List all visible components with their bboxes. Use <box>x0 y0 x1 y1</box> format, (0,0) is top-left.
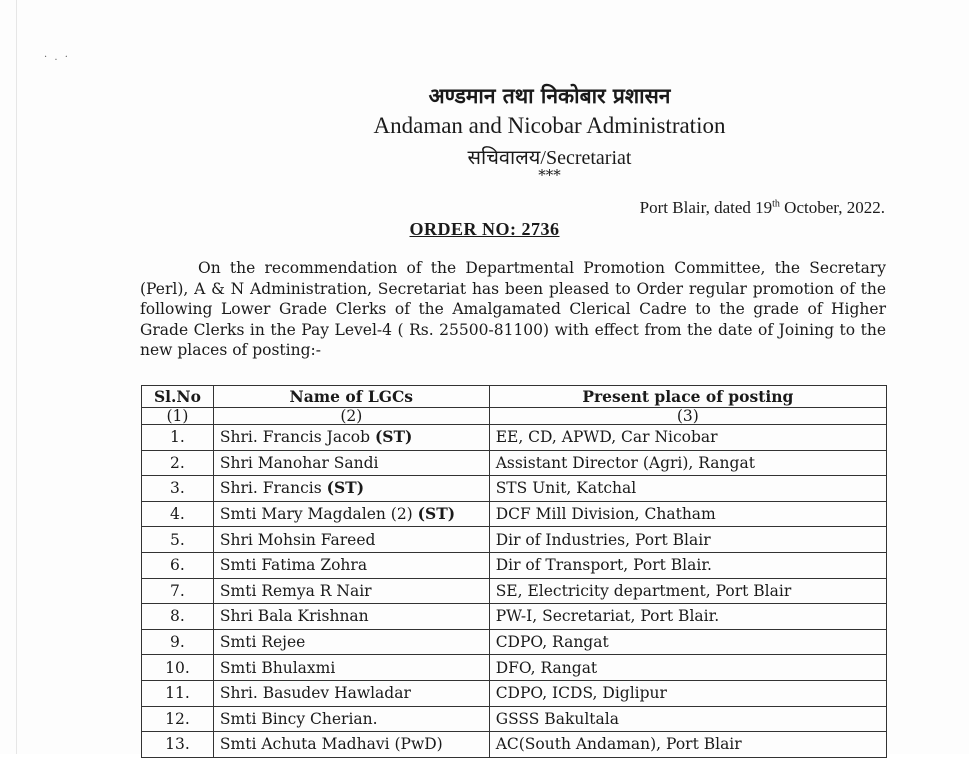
row-name-text: Shri Bala Krishnan <box>219 607 369 626</box>
row-name <box>213 450 489 476</box>
row-slno: 2. <box>142 450 214 476</box>
row-name-text: Shri. Francis Jacob <box>219 428 375 447</box>
row-name <box>213 578 489 604</box>
table-row <box>142 450 887 476</box>
row-name <box>213 732 489 758</box>
colnum-3: (3) <box>489 408 886 425</box>
row-category-tag: (ST) <box>326 478 365 498</box>
row-name-text: Shri. Francis <box>219 479 327 498</box>
header-name: Name of LGCs <box>213 386 489 408</box>
row-slno: 5. <box>142 527 214 553</box>
row-name <box>213 655 489 681</box>
table-row <box>142 552 887 578</box>
dated-suffix: th <box>772 198 780 210</box>
row-name-text: Smti Bhulaxmi <box>219 658 336 677</box>
row-place: PW-I, Secretariat, Port Blair. <box>489 604 886 630</box>
row-place: EE, CD, APWD, Car Nicobar <box>489 425 886 451</box>
table-colnum-row <box>142 408 887 425</box>
row-name <box>213 552 489 578</box>
hindi-title: अण्डमान तथा निकोबार प्रशासन <box>428 84 671 108</box>
row-name <box>213 604 489 630</box>
row-name-text: Smti Remya R Nair <box>219 581 372 600</box>
row-slno: 6. <box>142 552 214 578</box>
row-category-tag: (ST) <box>374 427 413 447</box>
table-row <box>142 706 887 732</box>
row-place: DFO, Rangat <box>489 655 886 681</box>
colnum-2: (2) <box>213 408 489 425</box>
row-name <box>213 706 489 732</box>
row-place: STS Unit, Katchal <box>489 476 886 502</box>
colnum-1: (1) <box>142 408 214 425</box>
row-place: Dir of Transport, Port Blair. <box>489 552 886 578</box>
row-slno: 10. <box>142 655 214 681</box>
secretariat-title: सचिवालय/Secretariat <box>467 147 632 169</box>
row-slno: 11. <box>142 680 214 706</box>
table-row <box>142 476 887 502</box>
table-row <box>142 732 887 758</box>
row-slno: 8. <box>142 604 214 630</box>
table-header-row <box>142 386 887 408</box>
table-row <box>142 501 887 527</box>
table-row <box>142 629 887 655</box>
row-place: SE, Electricity department, Port Blair <box>489 578 886 604</box>
row-name <box>213 629 489 655</box>
scan-mark: · . · <box>44 52 70 63</box>
row-name-text: Smti Bincy Cherian. <box>219 709 378 728</box>
row-name <box>213 527 489 553</box>
row-name <box>213 425 489 451</box>
row-name-text: Smti Rejee <box>219 633 306 652</box>
row-place: CDPO, ICDS, Diglipur <box>489 680 886 706</box>
row-name-text: Shri Mohsin Fareed <box>219 530 376 549</box>
row-category-tag: (ST) <box>417 504 456 524</box>
dated-prefix: Port Blair, dated 19 <box>639 198 773 217</box>
order-number: ORDER NO: 2736 <box>409 219 560 239</box>
header-place: Present place of posting <box>489 386 886 408</box>
row-name-text: Smti Achuta Madhavi (PwD) <box>219 735 443 754</box>
row-place: AC(South Andaman), Port Blair <box>489 732 886 758</box>
header-slno: Sl.No <box>142 386 214 408</box>
row-place: Dir of Industries, Port Blair <box>489 527 886 553</box>
row-name <box>213 501 489 527</box>
row-slno: 7. <box>142 578 214 604</box>
row-name-text: Smti Mary Magdalen (2) <box>219 505 418 524</box>
english-title: Andaman and Nicobar Administration <box>373 113 726 138</box>
row-slno: 12. <box>142 706 214 732</box>
row-name-text: Smti Fatima Zohra <box>219 556 368 575</box>
row-slno: 9. <box>142 629 214 655</box>
row-name-text: Shri. Basudev Hawladar <box>219 684 411 703</box>
row-name-text: Shri Manohar Sandi <box>219 453 379 472</box>
row-slno: 4. <box>142 501 214 527</box>
dated-line <box>640 198 885 218</box>
table-row <box>142 680 887 706</box>
table-row <box>142 527 887 553</box>
table-row <box>142 578 887 604</box>
row-slno: 1. <box>142 425 214 451</box>
row-place: Assistant Director (Agri), Rangat <box>489 450 886 476</box>
table-row <box>142 425 887 451</box>
table-row <box>142 655 887 681</box>
row-name <box>213 476 489 502</box>
separator-stars: *** <box>538 166 561 184</box>
promotion-table <box>141 385 887 758</box>
row-place: GSSS Bakultala <box>489 706 886 732</box>
row-slno: 3. <box>142 476 214 502</box>
row-name <box>213 680 489 706</box>
row-place: CDPO, Rangat <box>489 629 886 655</box>
row-slno: 13. <box>142 732 214 758</box>
dated-rest: October, 2022. <box>779 198 885 217</box>
row-place: DCF Mill Division, Chatham <box>489 501 886 527</box>
order-body-text: On the recommendation of the Departmental Promotion Committee, the Secretary (Perl), A & N Administration, Secretariat has been pleased to Order regular promotion of the following Lower Grade Clerks of the Amalgamated Clerical Cadre to the grade of Higher Grade Clerks in the Pay Level-4 ( Rs. 25500-81100) with effect from the date of Joining to the new places of posting:- <box>140 259 886 359</box>
table-row <box>142 604 887 630</box>
